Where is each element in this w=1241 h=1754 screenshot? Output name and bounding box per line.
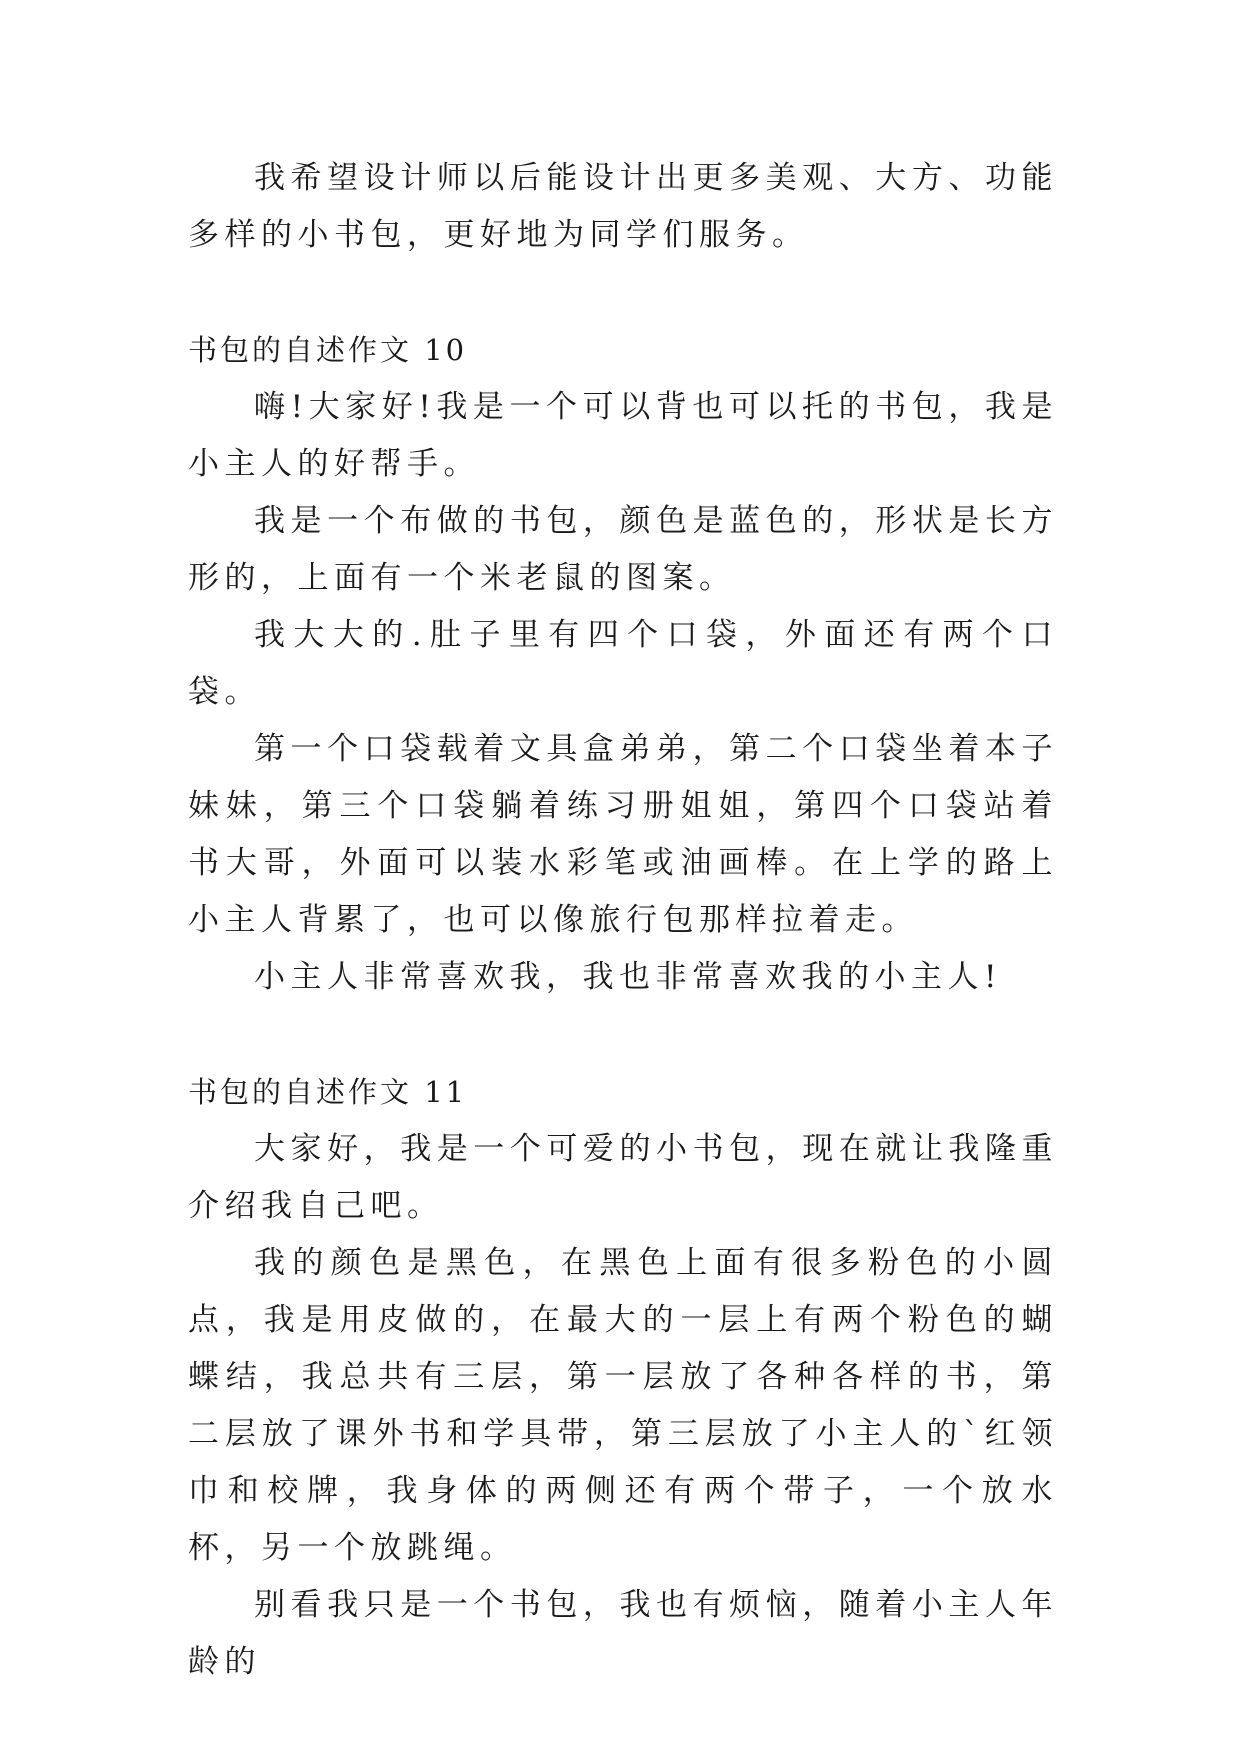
paragraph: 我的颜色是黑色，在黑色上面有很多粉色的小圆点，我是用皮做的，在最大的一层上有两个粉色的蝴蝶结，我总共有三层，第一层放了各种各样的书，第二层放了课外书和学具带，第三层放了小主人的`红领巾和校牌，我身体的两侧还有两个带子，一个放水杯，另一个放跳绳。: [188, 1245, 1058, 1566]
paragraph: 我希望设计师以后能设计出更多美观、大方、功能多样的小书包，更好地为同学们服务。: [188, 160, 1058, 253]
paragraph: 第一个口袋载着文具盒弟弟，第二个口袋坐着本子妹妹，第三个口袋躺着练习册姐姐，第四个口袋站着书大哥，外面可以装水彩笔或油画棒。在上学的路上小主人背累了，也可以像旅行包那样拉着走。: [188, 731, 1058, 938]
section-gap: [188, 264, 1058, 322]
document-page: [188, 150, 1058, 1691]
section-heading: 书包的自述作文 11: [188, 1075, 468, 1109]
section-gap: [188, 1006, 1058, 1064]
paragraph: 嗨!大家好!我是一个可以背也可以托的书包，我是小主人的好帮手。: [188, 389, 1058, 482]
paragraph: 我大大的.肚子里有四个口袋，外面还有两个口袋。: [188, 617, 1058, 710]
paragraph: 别看我只是一个书包，我也有烦恼，随着小主人年龄的: [188, 1587, 1058, 1680]
paragraph: 大家好，我是一个可爱的小书包，现在就让我隆重介绍我自己吧。: [188, 1131, 1058, 1224]
paragraph: 我是一个布做的书包，颜色是蓝色的，形状是长方形的，上面有一个米老鼠的图案。: [188, 503, 1058, 596]
section-heading: 书包的自述作文 10: [188, 333, 468, 367]
paragraph: 小主人非常喜欢我，我也非常喜欢我的小主人!: [254, 959, 1002, 995]
